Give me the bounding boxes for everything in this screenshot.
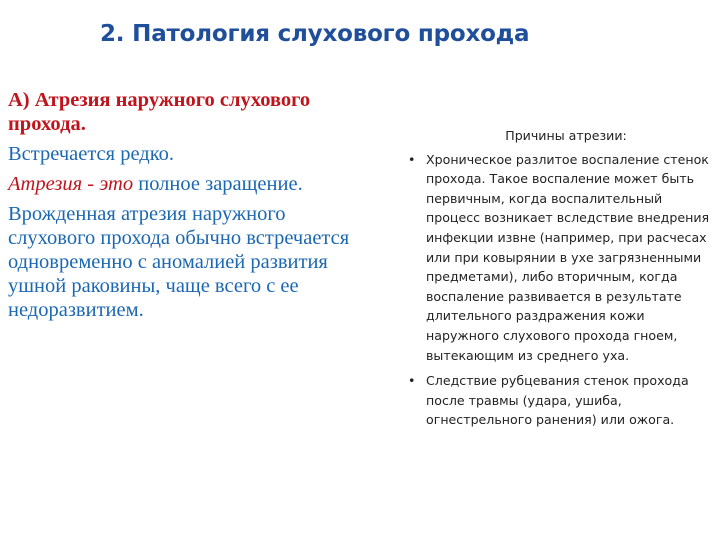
section-subheading: А) Атрезия наружного слухового прохода. [8,89,311,135]
definition-text: полное заращение. [133,173,303,195]
cause-item [408,371,714,430]
congenital-paragraph: Врожденная атрезия наружного слухового прохода обычно встречается одновременно с аномалией развития ушной раковины, чаще всего с ее недоразвитием. [8,203,350,321]
frequency-text: Встречается редко. [8,143,174,165]
cause-text: Следствие рубцевания стенок прохода после травмы (удара, ушиба, огнестрельного ранения) или ожога. [426,373,689,428]
cause-text: Хроническое разлитое воспаление стенок прохода. Такое воспаление может быть первичным, когда воспалительный процесс возникает вследствие внедрения инфекции извне (например, при расчесах или при ковырянии в ухе загрязненными предметами), либо вторичным, когда воспаление развивается в результате длительного раздражения кожи наружного слухового прохода гноем, вытекающим из среднего уха. [426,151,710,363]
definition-paragraph [8,172,358,196]
left-column [8,88,358,328]
bullet-icon: • [408,373,416,389]
right-column [408,126,714,436]
bullet-icon: • [408,151,416,167]
causes-heading: Причины атрезии: [505,128,627,143]
cause-item [408,150,714,366]
slide-title: 2. Патология слухового прохода [100,21,530,47]
definition-term: Атрезия - это [8,173,134,195]
causes-list [408,150,714,430]
